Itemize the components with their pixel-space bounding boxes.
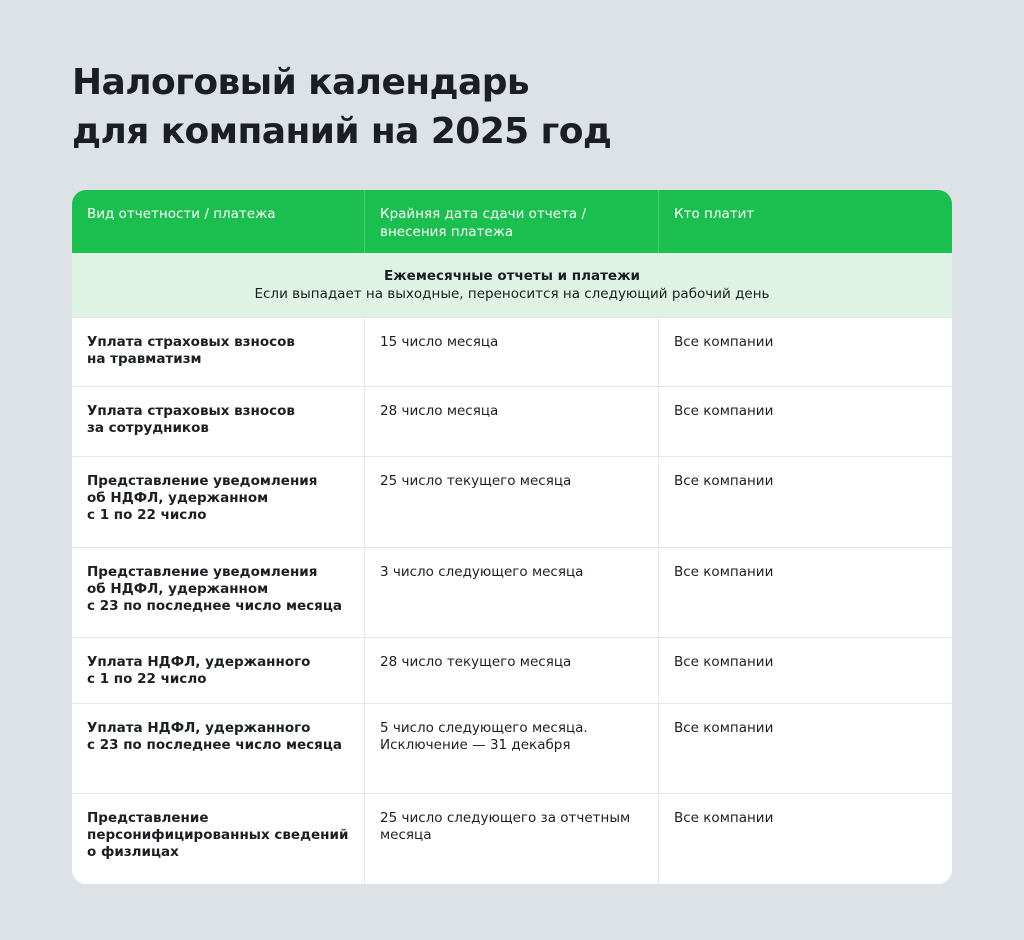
section-title: Ежемесячные отчеты и платежи xyxy=(384,268,640,284)
report-type-cell: Уплата НДФЛ, удержанного с 23 по последнее число месяца xyxy=(72,704,365,793)
payer-cell: Все компании xyxy=(674,564,774,580)
payer-cell: Все компании xyxy=(674,654,774,670)
deadline-cell: 15 число месяца xyxy=(365,318,659,386)
page-title: Налоговый календарь для компаний на 2025 год xyxy=(72,62,612,152)
tax-calendar-table xyxy=(72,190,952,884)
table-header xyxy=(72,190,952,253)
header-report-type: Вид отчетности / платежа xyxy=(72,190,365,253)
header-payer: Кто платит xyxy=(674,206,755,222)
table-row xyxy=(72,318,952,387)
report-type-cell: Уплата страховых взносов на травматизм xyxy=(72,318,365,386)
table-row xyxy=(72,548,952,638)
report-type-cell: Уплата НДФЛ, удержанного с 1 по 22 число xyxy=(72,638,365,703)
report-type-cell: Представление уведомления об НДФЛ, удержанном с 1 по 22 число xyxy=(72,457,365,547)
payer-cell: Все компании xyxy=(674,720,774,736)
table-row xyxy=(72,387,952,457)
section-subtitle: Если выпадает на выходные, переносится на следующий рабочий день xyxy=(254,286,770,302)
table-row xyxy=(72,457,952,548)
table-row xyxy=(72,704,952,794)
payer-cell: Все компании xyxy=(674,334,774,350)
payer-cell: Все компании xyxy=(674,810,774,826)
deadline-cell: 5 число следующего месяца. Исключение — 31 декабря xyxy=(365,704,659,793)
payer-cell: Все компании xyxy=(674,403,774,419)
report-type-cell: Представление уведомления об НДФЛ, удержанном с 23 по последнее число месяца xyxy=(72,548,365,637)
section-banner xyxy=(72,253,952,318)
report-type-cell: Уплата страховых взносов за сотрудников xyxy=(72,387,365,456)
deadline-cell: 25 число следующего за отчетным месяца xyxy=(365,794,659,884)
table-row xyxy=(72,638,952,704)
deadline-cell: 28 число текущего месяца xyxy=(365,638,659,703)
payer-cell: Все компании xyxy=(674,473,774,489)
deadline-cell: 25 число текущего месяца xyxy=(365,457,659,547)
table-row xyxy=(72,794,952,884)
deadline-cell: 28 число месяца xyxy=(365,387,659,456)
report-type-cell: Представление персонифицированных сведений о физлицах xyxy=(72,794,365,884)
header-deadline: Крайняя дата сдачи отчета / внесения платежа xyxy=(365,190,659,253)
deadline-cell: 3 число следующего месяца xyxy=(365,548,659,637)
